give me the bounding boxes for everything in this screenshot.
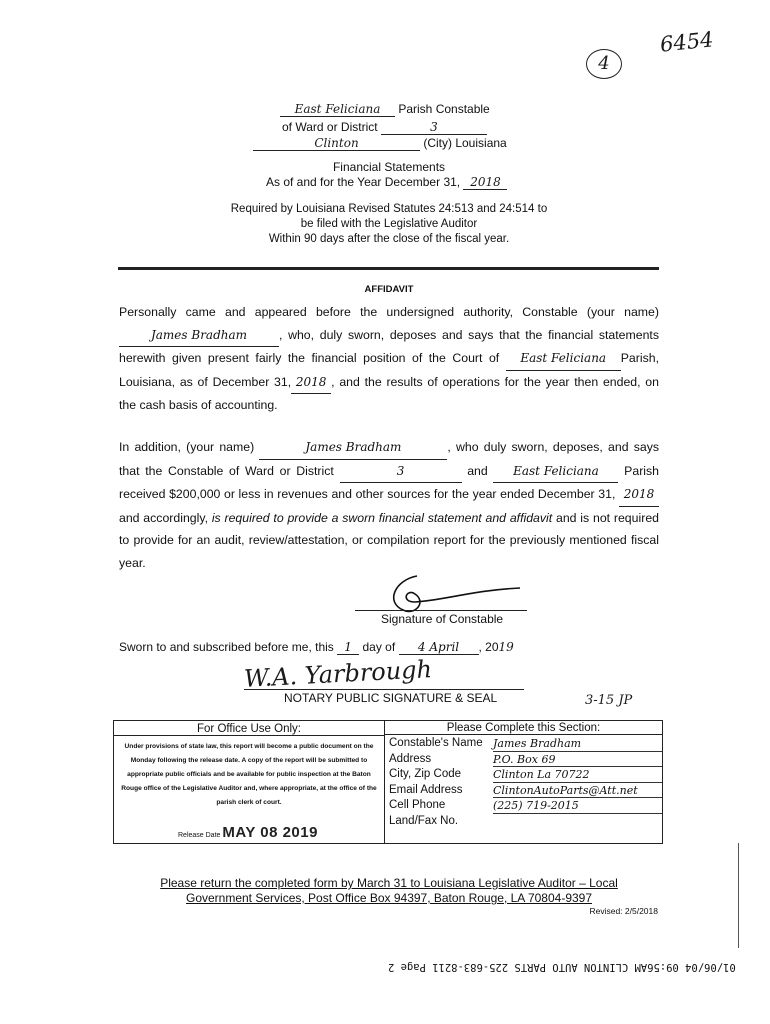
p2-text-e: and accordingly,: [119, 510, 209, 525]
constable-name-2-fill: James Bradham: [259, 436, 447, 460]
p1-text-a: Personally came and appeared before the undersigned authority, Constable (your name): [119, 305, 659, 319]
ward-fill: 3: [340, 460, 462, 484]
requirement-line-3: Within 90 days after the close of the fiscal year.: [268, 233, 510, 245]
p1-text-c: Parish, Louisiana, as of December 31,: [119, 351, 659, 389]
notary-note: 3-15 JP: [585, 693, 633, 708]
p1-text-b: , who, duly sworn, deposes and says that the financial statements herewith given present fairly the financial position of the Court of: [119, 327, 659, 365]
city-label: (City) Louisiana: [423, 136, 507, 150]
divider-thick: [118, 267, 659, 270]
constable-signature-line: [355, 610, 527, 611]
header-line-1: [280, 102, 490, 117]
notary-signature-line: [244, 689, 524, 690]
affidavit-paragraph-2: [119, 436, 659, 574]
release-date-stamp: MAY 08 2019: [222, 824, 318, 841]
city-handwritten: Clinton: [253, 136, 420, 151]
constable-name-fill: James Bradham: [119, 324, 279, 348]
sworn-text-c: , 20: [478, 640, 499, 654]
p2-text-a: In addition, (your name): [119, 440, 255, 454]
year-label: As of and for the Year December 31,: [266, 175, 461, 189]
field-address: Address P.O. Box 69: [389, 752, 662, 768]
header-line-3: [253, 136, 507, 151]
footer-line-1: Please return the completed form by March 31 to Louisiana Legislative Auditor – Local: [160, 876, 618, 890]
fax-header: 01/06/04 09:56AM CLINTON AUTO PARTS 225-683-8211 Page 2: [388, 961, 736, 973]
release-date-row: [118, 824, 380, 841]
signature-label: Signature of Constable: [381, 612, 504, 626]
p2-italic-text: is required to provide a sworn financial statement and affidavit: [211, 510, 553, 525]
page-number: 4: [598, 53, 610, 74]
sworn-day-fill: 1: [337, 640, 359, 655]
affidavit-title: AFFIDAVIT: [364, 284, 414, 295]
sworn-text-a: Sworn to and subscribed before me, this: [119, 640, 334, 654]
office-use-cell: [114, 721, 385, 844]
sworn-month-fill: 4 April: [399, 640, 479, 655]
field-cell-phone: Cell Phone (225) 719-2015: [389, 798, 662, 814]
p2-text-c: and: [467, 463, 488, 478]
year-line: [266, 175, 507, 190]
p2-year-fill: 2018: [619, 483, 659, 507]
ward-label: of Ward or District: [282, 120, 378, 134]
parish-constable-label: Parish Constable: [398, 102, 490, 116]
financial-statements-title: Financial Statements: [332, 160, 446, 174]
sworn-year-hand: 19: [498, 640, 514, 654]
year-handwritten: 2018: [463, 175, 507, 190]
parish-fill: East Feliciana: [493, 460, 618, 484]
revised-date: Revised: 2/5/2018: [589, 906, 658, 916]
footer-line-2: Government Services, Post Office Box 94397, Baton Rouge, LA 70804-9397: [185, 891, 593, 905]
p1-text-d: , and the results of operations for the year then ended, on the cash basis of accounting.: [119, 374, 659, 412]
field-land-fax: Land/Fax No.: [389, 814, 459, 827]
office-table: [113, 720, 663, 844]
release-date-label: Release Date: [178, 832, 221, 839]
affidavit-paragraph-1: [119, 301, 659, 417]
p2-text-d: Parish received $200,000 or less in revenues and other sources for the year ended December 31,: [119, 463, 660, 501]
complete-section-cell: [385, 721, 663, 844]
sworn-text-b: day of: [362, 640, 396, 654]
page-number-circle: [586, 49, 622, 79]
p2-text-f: and is not required to provide for an audit, review/attestation, or compilation report for the previously mentioned fiscal year.: [119, 510, 659, 570]
p2-text-b: , who duly sworn, deposes, and says that the Constable of Ward or District: [119, 440, 660, 478]
office-use-text: Under provisions of state law, this report will become a public document on the Monday following the release date. A copy of the report will be submitted to appropriate public officials and be available for public inspection at the Baton Rouge office of the Legislative Auditor and, where appropriate, at the office of the parish clerk of court.: [121, 743, 377, 806]
court-parish-fill: East Feliciana: [506, 347, 621, 371]
header-line-2: [282, 120, 487, 135]
requirement-line-1: Required by Louisiana Revised Statutes 24:513 and 24:514 to: [230, 203, 548, 215]
ward-handwritten: 3: [381, 120, 487, 135]
p1-year-fill: 2018: [291, 371, 331, 395]
requirement-line-2: be filed with the Legislative Auditor: [300, 218, 478, 230]
field-city-zip: City, Zip Code Clinton La 70722: [389, 767, 662, 783]
office-use-title: For Office Use Only:: [114, 723, 384, 736]
complete-section-title: Please Complete this Section:: [385, 722, 662, 735]
corner-number: 6454: [658, 27, 715, 57]
scan-edge-mark: [738, 843, 739, 948]
parish-handwritten: East Feliciana: [280, 102, 395, 117]
field-email: Email Address ClintonAutoParts@Att.net: [389, 783, 662, 799]
notary-signature: W.A. Yarbrough: [243, 655, 433, 693]
sworn-line: [119, 640, 514, 655]
field-constable-name: Constable's Name James Bradham: [389, 736, 662, 752]
notary-label: NOTARY PUBLIC SIGNATURE & SEAL: [284, 691, 498, 705]
